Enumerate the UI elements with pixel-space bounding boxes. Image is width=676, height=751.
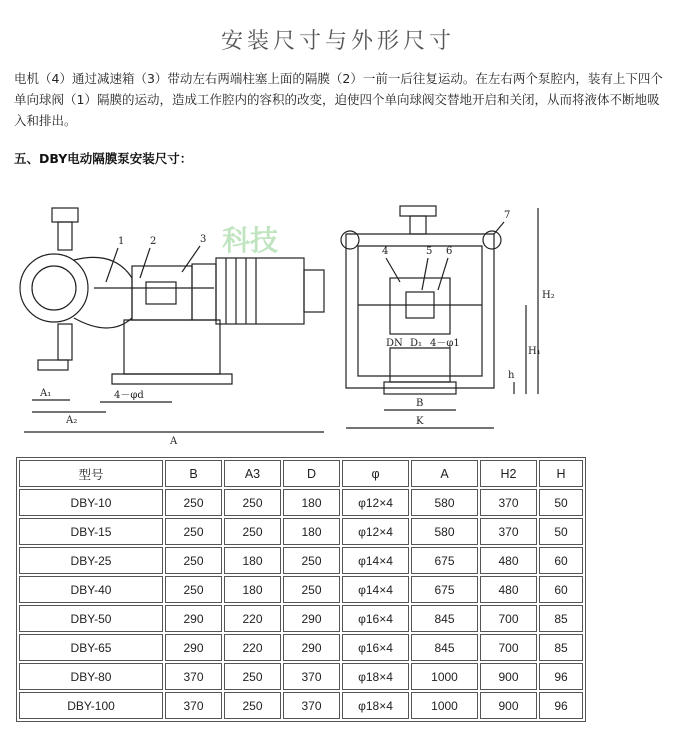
motor-body [216, 258, 304, 324]
cell-a3: 180 [224, 547, 281, 574]
cell-model: DBY-100 [19, 692, 163, 719]
cell-h: 50 [539, 518, 583, 545]
cell-a3: 250 [224, 692, 281, 719]
leader-5 [422, 258, 428, 290]
cell-d: 180 [283, 489, 340, 516]
cell-h2: 900 [480, 692, 537, 719]
table-header-row [19, 460, 583, 487]
cell-a: 580 [411, 518, 478, 545]
leader-6 [438, 258, 448, 290]
header-model: 型号 [19, 460, 163, 487]
table-row [19, 489, 583, 516]
r-pump-frame-inner [358, 246, 482, 376]
table-row [19, 547, 583, 574]
description-paragraph: 电机（4）通过减速箱（3）带动左右两端柱塞上面的隔膜（2）一前一后往复运动。在左右两个泵腔内，装有上下四个单向球阀（1）隔膜的运动，造成工作腔内的容积的改变，迫使四个单向球阀交替地开启和关闭，从而将液体不断地吸入和排出。 [14, 71, 663, 128]
label-part-1: 1 [118, 236, 125, 247]
cell-h: 60 [539, 547, 583, 574]
label-part-4: 4 [382, 246, 389, 257]
watermark: 科技 [222, 224, 279, 257]
cell-h2: 700 [480, 634, 537, 661]
cell-phi: φ12×4 [342, 489, 409, 516]
header-d: D [283, 460, 340, 487]
cell-d: 370 [283, 663, 340, 690]
cell-model: DBY-25 [19, 547, 163, 574]
motor-fan-cover [304, 270, 324, 312]
cell-a: 675 [411, 547, 478, 574]
leader-2 [140, 248, 150, 278]
cell-a3: 220 [224, 634, 281, 661]
table-row [19, 663, 583, 690]
leader-1 [106, 248, 118, 282]
cell-d: 290 [283, 605, 340, 632]
header-a3: A3 [224, 460, 281, 487]
cell-h: 60 [539, 576, 583, 603]
cell-a: 845 [411, 634, 478, 661]
inlet-flange [38, 360, 68, 370]
label-part-7: 7 [504, 210, 511, 221]
gear [146, 282, 176, 304]
label-dn: DN [386, 338, 403, 349]
cell-h: 96 [539, 663, 583, 690]
cell-phi: φ18×4 [342, 663, 409, 690]
header-h2: H2 [480, 460, 537, 487]
cell-b: 250 [165, 489, 222, 516]
label-h: h [508, 370, 515, 381]
cell-h2: 700 [480, 605, 537, 632]
cell-h: 85 [539, 605, 583, 632]
pump-chamber-left [20, 254, 88, 322]
cell-a: 845 [411, 605, 478, 632]
cell-a3: 250 [224, 663, 281, 690]
cell-phi: φ12×4 [342, 518, 409, 545]
dimension-drawing-svg [14, 178, 666, 448]
label-part-6: 6 [446, 246, 453, 257]
motor-flange [192, 264, 216, 320]
label-a1: A₁ [40, 388, 52, 399]
r-gearbox [390, 278, 450, 334]
pump-housing [74, 257, 132, 328]
r-outlet-flange [400, 206, 436, 216]
cell-phi: φ18×4 [342, 692, 409, 719]
cell-model: DBY-15 [19, 518, 163, 545]
cell-b: 370 [165, 692, 222, 719]
label-a2: A₂ [66, 415, 78, 426]
label-h2: H₂ [542, 290, 555, 301]
table-row [19, 576, 583, 603]
header-b: B [165, 460, 222, 487]
cell-d: 290 [283, 634, 340, 661]
cell-b: 250 [165, 576, 222, 603]
cell-d: 250 [283, 576, 340, 603]
pump-dimension-drawing [14, 178, 666, 448]
table-row [19, 518, 583, 545]
inlet-pipe [58, 324, 72, 360]
cell-a3: 250 [224, 489, 281, 516]
cell-h2: 370 [480, 489, 537, 516]
cell-phi: φ16×4 [342, 634, 409, 661]
table-row [19, 692, 583, 719]
cell-b: 370 [165, 663, 222, 690]
cell-b: 250 [165, 547, 222, 574]
cell-model: DBY-50 [19, 605, 163, 632]
label-bolt-left: 4－φd [114, 390, 144, 401]
cell-model: DBY-40 [19, 576, 163, 603]
label-b: B [416, 398, 424, 409]
outlet-flange [52, 208, 78, 222]
cell-a: 580 [411, 489, 478, 516]
table-row [19, 634, 583, 661]
cell-d: 180 [283, 518, 340, 545]
cell-phi: φ14×4 [342, 576, 409, 603]
cell-d: 370 [283, 692, 340, 719]
r-pump-frame [346, 234, 494, 388]
header-h: H [539, 460, 583, 487]
gearbox-base [124, 320, 220, 374]
label-bolt-right: 4－φ1 [430, 338, 460, 349]
base-plate [112, 374, 232, 384]
r-inlet-box [390, 348, 450, 382]
cell-b: 290 [165, 634, 222, 661]
header-a: A [411, 460, 478, 487]
label-k: K [416, 416, 424, 427]
label-part-5: 5 [426, 246, 433, 257]
cell-h2: 480 [480, 576, 537, 603]
cell-phi: φ16×4 [342, 605, 409, 632]
cell-h: 96 [539, 692, 583, 719]
section-heading: 五、DBY电动隔膜泵安装尺寸： [14, 151, 193, 166]
r-outlet-pipe [410, 216, 426, 234]
label-part-2: 2 [150, 236, 157, 247]
cell-a3: 220 [224, 605, 281, 632]
pump-chamber-inner [32, 266, 76, 310]
outlet-pipe [58, 222, 72, 250]
cell-b: 290 [165, 605, 222, 632]
cell-model: DBY-10 [19, 489, 163, 516]
label-part-3: 3 [200, 234, 207, 245]
cell-a: 675 [411, 576, 478, 603]
header-phi: φ [342, 460, 409, 487]
cell-h: 50 [539, 489, 583, 516]
label-d1: D₁ [410, 338, 423, 349]
cell-model: DBY-65 [19, 634, 163, 661]
cell-h2: 370 [480, 518, 537, 545]
cell-h2: 900 [480, 663, 537, 690]
cell-phi: φ14×4 [342, 547, 409, 574]
leader-7 [494, 222, 504, 234]
cell-a3: 250 [224, 518, 281, 545]
cell-h: 85 [539, 634, 583, 661]
cell-h2: 480 [480, 547, 537, 574]
cell-a: 1000 [411, 692, 478, 719]
spec-table [16, 457, 586, 722]
table-row [19, 605, 583, 632]
label-h1: H₁ [528, 346, 541, 357]
page-title: 安装尺寸与外形尺寸 [220, 29, 455, 54]
cell-a3: 180 [224, 576, 281, 603]
cell-a: 1000 [411, 663, 478, 690]
cell-d: 250 [283, 547, 340, 574]
label-a: A [170, 436, 178, 447]
leader-3 [182, 246, 200, 272]
cell-b: 250 [165, 518, 222, 545]
cell-model: DBY-80 [19, 663, 163, 690]
